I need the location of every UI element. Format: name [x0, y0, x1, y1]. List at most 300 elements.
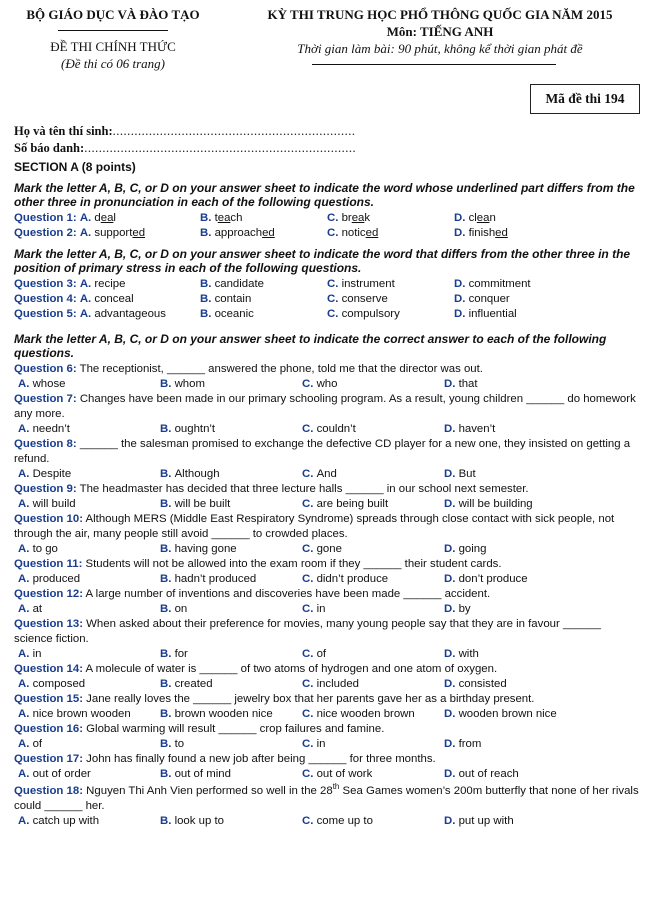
answer-option — [18, 602, 160, 617]
option-letter: A. — [18, 738, 33, 750]
option-text: to go — [32, 543, 58, 555]
answer-option — [160, 422, 302, 437]
answer-options — [14, 497, 642, 512]
option-text: out of order — [32, 768, 91, 780]
option-text: will be built — [174, 498, 231, 510]
answer-option — [160, 377, 302, 392]
answer-options — [14, 767, 642, 782]
answer-options — [14, 542, 642, 557]
answer-option — [454, 292, 581, 307]
option-text: whom — [174, 378, 205, 390]
option-letter: C. — [302, 543, 317, 555]
question-text: A large number of inventions and discoveries have been made ______ accident. — [85, 588, 491, 600]
option-letter: C. — [327, 278, 342, 290]
option-letter: D. — [444, 423, 459, 435]
answer-option — [160, 467, 302, 482]
option-text: l — [113, 212, 116, 224]
option-letter: C. — [302, 603, 317, 615]
option-letter: B. — [160, 738, 175, 750]
stress-questions — [14, 277, 642, 322]
option-text: from — [458, 738, 482, 750]
question-label: Question 18: — [14, 785, 83, 797]
option-text: out of work — [316, 768, 373, 780]
question-text: Global warming will result ______ crop failures and famine. — [86, 723, 385, 735]
answer-option — [302, 737, 444, 752]
option-text: look up to — [174, 815, 224, 827]
option-text: oughtn’t — [174, 423, 216, 435]
option-text: needn’t — [32, 423, 70, 435]
option-letter: D. — [444, 468, 459, 480]
candidate-id-dots: ........................................................................... — [84, 141, 357, 155]
underlined-part: ed — [495, 227, 508, 239]
option-letter: A. — [79, 308, 95, 320]
option-letter: C. — [302, 423, 317, 435]
answer-options — [14, 814, 642, 829]
option-letter: B. — [160, 468, 175, 480]
exam-code-box: Mã đề thi 194 — [530, 84, 640, 114]
option-letter: C. — [302, 768, 317, 780]
answer-option — [444, 497, 586, 512]
option-letter: B. — [200, 278, 215, 290]
answer-option — [18, 377, 160, 392]
option-letter: A. — [18, 573, 33, 585]
option-letter: A. — [18, 543, 33, 555]
option-letter: A. — [18, 648, 33, 660]
question-label: Question 1: — [14, 212, 77, 224]
option-letter: B. — [200, 227, 215, 239]
option-letter: A. — [18, 468, 33, 480]
option-letter: A. — [18, 708, 33, 720]
option-text: come up to — [316, 815, 373, 827]
page-count: (Đề thi có 06 trang) — [61, 56, 165, 71]
answer-options — [14, 422, 642, 437]
answer-option — [200, 277, 327, 292]
option-text: will be building — [458, 498, 533, 510]
option-text: will build — [32, 498, 76, 510]
option-text: support — [94, 227, 133, 239]
question-label: Question 8: — [14, 438, 77, 450]
option-text: commitment — [468, 278, 531, 290]
question-text: Students will not be allowed into the exam room if they ______ their student cards. — [85, 558, 502, 570]
option-letter: C. — [302, 498, 317, 510]
exam-title: KỲ THI TRUNG HỌC PHỔ THÔNG QUỐC GIA NĂM 2015 — [267, 7, 613, 22]
question-item — [14, 512, 642, 542]
option-letter: D. — [454, 212, 469, 224]
answer-option — [302, 497, 444, 512]
answer-option — [302, 767, 444, 782]
option-text: influential — [468, 308, 517, 320]
answer-option — [18, 814, 160, 829]
header-right — [240, 6, 640, 57]
answer-option — [444, 677, 586, 692]
question-item — [14, 692, 642, 707]
option-letter: B. — [160, 708, 175, 720]
answer-option — [14, 211, 200, 226]
option-letter: D. — [454, 308, 469, 320]
question-text: The receptionist, ______ answered the phone, told me that the director was out. — [79, 363, 483, 375]
answer-option — [302, 572, 444, 587]
question-text-part: Nguyen Thi Anh Vien performed so well in the 28 — [86, 785, 333, 797]
candidate-id-line — [14, 141, 356, 156]
header-left — [8, 6, 218, 72]
ministry-name: BỘ GIÁO DỤC VÀ ĐÀO TẠO — [26, 7, 200, 22]
underlined-part: ea — [351, 212, 365, 224]
option-text: put up with — [458, 815, 514, 827]
answer-option — [302, 377, 444, 392]
option-text: notic — [341, 227, 366, 239]
answer-option — [18, 422, 160, 437]
answer-option — [444, 737, 586, 752]
option-text: Despite — [32, 468, 72, 480]
option-text: cl — [468, 212, 477, 224]
option-letter: D. — [444, 708, 459, 720]
option-text: included — [316, 678, 359, 690]
option-letter: C. — [302, 738, 317, 750]
question-text: Changes have been made in our primary schooling program. As a result, young children ______ do homework any more. — [14, 393, 636, 420]
candidate-name-line — [14, 124, 356, 139]
answer-options — [14, 572, 642, 587]
answer-option — [444, 767, 586, 782]
option-text: couldn’t — [316, 423, 356, 435]
ordinal-suffix: th — [332, 782, 340, 792]
question-label: Question 12: — [14, 588, 83, 600]
answer-option — [454, 307, 581, 322]
option-letter: B. — [160, 498, 175, 510]
option-letter: D. — [444, 768, 459, 780]
option-letter: D. — [444, 603, 459, 615]
answer-option — [454, 211, 581, 226]
question-text: Jane really loves the ______ jewelry box that her parents gave her as a birthday present. — [86, 693, 535, 705]
option-letter: B. — [160, 768, 175, 780]
option-text: t — [214, 212, 218, 224]
option-text: compulsory — [341, 308, 400, 320]
option-letter: B. — [160, 543, 175, 555]
answer-option — [18, 467, 160, 482]
option-text: with — [458, 648, 479, 660]
option-letter: D. — [454, 293, 469, 305]
option-letter: A. — [79, 278, 95, 290]
question-label: Question 7: — [14, 393, 77, 405]
option-text: nice wooden brown — [316, 708, 415, 720]
option-letter: C. — [302, 468, 317, 480]
underlined-part: ea — [217, 212, 231, 224]
question-text: John has finally found a new job after being ______ for three months. — [86, 753, 436, 765]
option-letter: C. — [327, 293, 342, 305]
instruction-stress: Mark the letter A, B, C, or D on your answer sheet to indicate the word that differs from the other three in the position of primary stress in each of the following questions. — [14, 247, 631, 275]
option-letter: A. — [79, 227, 95, 239]
question-item — [14, 392, 642, 422]
option-text: conceal — [94, 293, 134, 305]
option-letter: B. — [200, 308, 215, 320]
answer-option — [18, 677, 160, 692]
option-letter: C. — [302, 648, 317, 660]
underlined-part: ea — [476, 212, 490, 224]
answer-options — [14, 647, 642, 662]
option-text: candidate — [214, 278, 264, 290]
option-letter: A. — [18, 603, 33, 615]
answer-option — [160, 814, 302, 829]
answer-option — [14, 226, 200, 241]
header-left-rule — [58, 30, 168, 31]
option-letter: D. — [444, 378, 459, 390]
question-item — [14, 437, 642, 467]
option-letter: C. — [302, 378, 317, 390]
underlined-part: ed — [132, 227, 146, 239]
question-label: Question 11: — [14, 558, 83, 570]
answer-option — [160, 542, 302, 557]
answer-option — [444, 647, 586, 662]
answer-option — [18, 497, 160, 512]
option-text: don’t produce — [458, 573, 528, 585]
option-letter: C. — [327, 227, 342, 239]
option-text: hadn’t produced — [174, 573, 257, 585]
question-label: Question 9: — [14, 483, 77, 495]
option-letter: A. — [18, 678, 33, 690]
official-exam-label: ĐỀ THI CHÍNH THỨC — [50, 39, 176, 54]
question-item — [14, 617, 642, 647]
option-letter: A. — [79, 293, 95, 305]
question-item — [14, 362, 642, 377]
option-text: of — [316, 648, 327, 660]
underlined-part: ea — [100, 212, 114, 224]
instruction-grammar: Mark the letter A, B, C, or D on your answer sheet to indicate the correct answer to each of the following questions. — [14, 332, 607, 360]
option-text: on — [174, 603, 188, 615]
option-letter: D. — [444, 738, 459, 750]
option-letter: B. — [160, 378, 175, 390]
answer-option — [18, 737, 160, 752]
option-text: ch — [230, 212, 243, 224]
answer-option — [80, 278, 126, 290]
header-right-rule — [312, 64, 556, 65]
option-text: br — [341, 212, 352, 224]
option-letter: D. — [444, 648, 459, 660]
option-letter: B. — [160, 423, 175, 435]
answer-option — [444, 422, 586, 437]
answer-option — [444, 572, 586, 587]
option-text: contain — [214, 293, 252, 305]
option-text: whose — [32, 378, 66, 390]
question-label: Question 4: — [14, 293, 77, 305]
option-text: wooden brown nice — [458, 708, 557, 720]
question-label: Question 14: — [14, 663, 83, 675]
option-text: in — [32, 648, 42, 660]
option-text: advantageous — [94, 308, 166, 320]
answer-option — [160, 647, 302, 662]
answer-option — [18, 572, 160, 587]
question-text: Although MERS (Middle East Respiratory Syndrome) spreads through close contact with sick people, not through the air, many people still avoid ______ to crowded places. — [14, 513, 615, 540]
answer-option — [14, 292, 200, 307]
answer-option — [160, 572, 302, 587]
answer-option — [327, 211, 454, 226]
option-text: to — [174, 738, 185, 750]
option-text: oceanic — [214, 308, 254, 320]
option-letter: B. — [200, 293, 215, 305]
option-letter: C. — [302, 708, 317, 720]
option-letter: D. — [444, 815, 459, 827]
option-letter: C. — [327, 308, 342, 320]
option-text: But — [458, 468, 476, 480]
answer-option — [160, 707, 302, 722]
answer-option — [444, 542, 586, 557]
question-text: ______ the salesman promised to exchange the defective CD player for a new one, they insisted on getting a refund. — [14, 438, 631, 465]
question-label: Question 10: — [14, 513, 83, 525]
option-text: are being built — [316, 498, 389, 510]
question-item — [14, 226, 642, 241]
option-text: Although — [174, 468, 220, 480]
option-text: nice brown wooden — [32, 708, 131, 720]
option-text: for — [174, 648, 188, 660]
option-text: out of reach — [458, 768, 519, 780]
candidate-name-label: Họ và tên thí sinh: — [14, 124, 113, 138]
option-letter: D. — [444, 573, 459, 585]
answer-options — [14, 377, 642, 392]
option-letter: B. — [160, 573, 175, 585]
question-item — [14, 292, 642, 307]
answer-option — [200, 292, 327, 307]
answer-option — [444, 602, 586, 617]
question-text: The headmaster has decided that three lecture halls ______ in our school next semester. — [79, 483, 529, 495]
question-text: When asked about their preference for movies, many young people say that they are in favour ______ science fiction. — [14, 618, 601, 645]
option-text: having gone — [174, 543, 237, 555]
candidate-id-label: Số báo danh: — [14, 141, 85, 155]
exam-body — [14, 160, 642, 829]
question-label: Question 13: — [14, 618, 83, 630]
answer-option — [454, 277, 581, 292]
option-text: haven’t — [458, 423, 496, 435]
option-letter: B. — [160, 603, 175, 615]
option-letter: B. — [200, 212, 215, 224]
option-text: consisted — [458, 678, 507, 690]
option-text: And — [316, 468, 337, 480]
grammar-questions — [14, 362, 642, 782]
answer-option — [444, 814, 586, 829]
option-text: n — [489, 212, 496, 224]
option-letter: C. — [327, 212, 342, 224]
option-letter: A. — [18, 768, 33, 780]
option-text: in — [316, 738, 326, 750]
option-letter: D. — [444, 678, 459, 690]
option-letter: D. — [454, 278, 469, 290]
underlined-part: ed — [262, 227, 275, 239]
option-text: didn’t produce — [316, 573, 389, 585]
answer-option — [14, 277, 200, 292]
option-letter: D. — [444, 498, 459, 510]
option-text: that — [458, 378, 478, 390]
option-text: by — [458, 603, 471, 615]
question-item — [14, 307, 642, 322]
option-letter: C. — [302, 573, 317, 585]
option-text: conserve — [341, 293, 388, 305]
option-text: out of mind — [174, 768, 231, 780]
question-label: Question 6: — [14, 363, 77, 375]
option-text: produced — [32, 573, 81, 585]
question-text-part: Sea Games women’s 200m butterfly that none of her rivals could ______ her. — [14, 785, 639, 812]
option-text: k — [364, 212, 371, 224]
option-text: approach — [214, 227, 263, 239]
option-text: recipe — [94, 278, 126, 290]
question-item — [14, 662, 642, 677]
option-text: created — [174, 678, 213, 690]
answer-option — [302, 602, 444, 617]
question-item — [14, 277, 642, 292]
answer-option — [160, 677, 302, 692]
answer-options — [14, 677, 642, 692]
answer-option — [302, 814, 444, 829]
question-label: Question 5: — [14, 308, 77, 320]
option-letter: A. — [18, 498, 33, 510]
option-letter: D. — [454, 227, 469, 239]
answer-option — [327, 307, 454, 322]
question-item — [14, 587, 642, 602]
answer-option — [160, 497, 302, 512]
option-text: instrument — [341, 278, 395, 290]
answer-option — [200, 226, 327, 241]
instruction-pronunciation: Mark the letter A, B, C, or D on your answer sheet to indicate the word whose underlined part differs from the other three in pronunciation in each of the following questions. — [14, 181, 635, 209]
answer-options — [14, 707, 642, 722]
option-text: going — [458, 543, 487, 555]
option-letter: B. — [160, 678, 175, 690]
option-text: at — [32, 603, 43, 615]
option-letter: A. — [18, 815, 33, 827]
option-letter: C. — [302, 815, 317, 827]
question-item — [14, 557, 642, 572]
answer-option — [444, 377, 586, 392]
pronunciation-questions — [14, 211, 642, 241]
option-text: d — [94, 212, 101, 224]
option-text: composed — [32, 678, 86, 690]
question-item — [14, 211, 642, 226]
subject-title: Môn: TIẾNG ANH — [386, 24, 494, 39]
answer-option — [327, 277, 454, 292]
option-letter: C. — [302, 678, 317, 690]
answer-option — [302, 677, 444, 692]
answer-option — [454, 226, 581, 241]
answer-option — [444, 467, 586, 482]
answer-option — [160, 737, 302, 752]
option-text: catch up with — [32, 815, 100, 827]
answer-option — [14, 307, 200, 322]
option-letter: A. — [18, 423, 33, 435]
section-title: SECTION A (8 points) — [14, 160, 136, 174]
question-label: Question 3: — [14, 278, 77, 290]
option-text: finish — [468, 227, 496, 239]
answer-option — [200, 307, 327, 322]
option-text: gone — [316, 543, 342, 555]
option-letter: A. — [79, 212, 95, 224]
answer-options — [14, 737, 642, 752]
option-text: conquer — [468, 293, 510, 305]
answer-option — [80, 293, 134, 305]
answer-option — [302, 422, 444, 437]
option-text: in — [316, 603, 326, 615]
answer-option — [18, 767, 160, 782]
answer-option — [444, 707, 586, 722]
answer-option — [18, 647, 160, 662]
question-text: A molecule of water is ______ of two atoms of hydrogen and one atom of oxygen. — [85, 663, 498, 675]
option-text: who — [316, 378, 338, 390]
question-item — [14, 784, 642, 814]
option-letter: B. — [160, 815, 175, 827]
question-item — [14, 482, 642, 497]
answer-option — [302, 707, 444, 722]
question-label: Question 15: — [14, 693, 83, 705]
answer-option — [302, 467, 444, 482]
answer-option — [18, 707, 160, 722]
answer-option — [327, 226, 454, 241]
question-item — [14, 722, 642, 737]
answer-option — [160, 767, 302, 782]
answer-options — [14, 602, 642, 617]
